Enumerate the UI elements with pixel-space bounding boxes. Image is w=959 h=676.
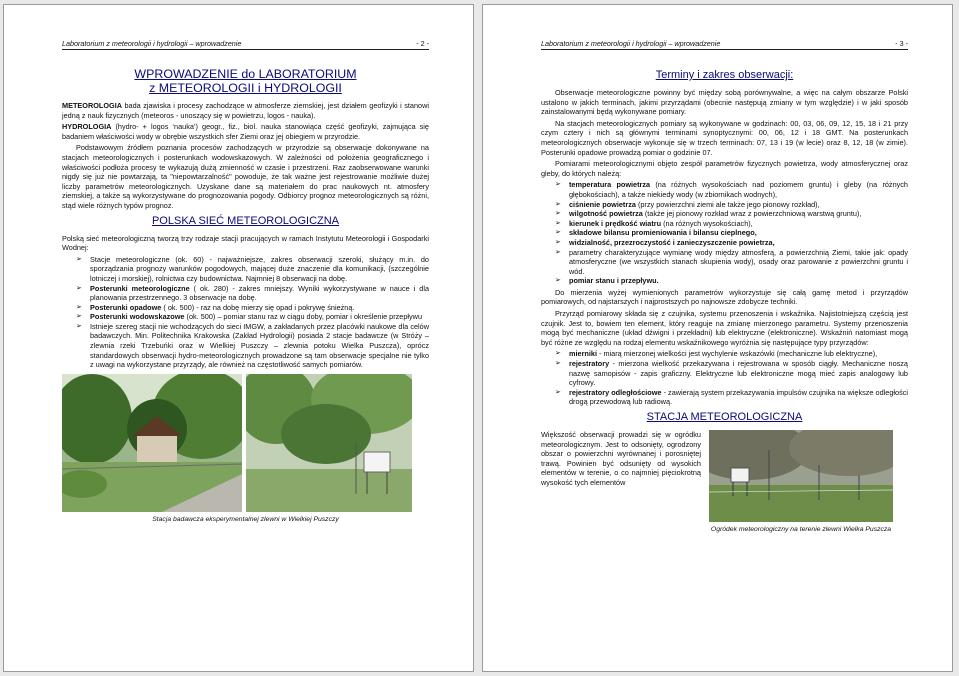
meteorological-garden-photo [709, 430, 893, 522]
list-item-bold: Posterunki opadowe [90, 302, 162, 312]
paragraph-network-intro: Polską sieć meteorologiczną tworzą trzy rodzaje stacji pracujących w ramach Instytutu Meteorologii i Gospodarki Wodnej: [62, 233, 429, 253]
station-garden [709, 430, 893, 534]
photo-caption: Stacja badawcza eksperymentalnej zlewni w Wielkiej Puszczy [152, 515, 339, 523]
term-meteorologia: METEOROLOGIA [62, 101, 122, 110]
page-header [62, 39, 429, 50]
list-item [569, 200, 908, 210]
list-item-bold: Posterunki wodowskazowe [90, 312, 185, 322]
list-item [569, 238, 908, 248]
list-item-text: - zawierają system przekazywania impulsów czujnika na większe odległości drogą przewodową lub radiową. [569, 387, 908, 407]
list-item-bold: pomiar stanu i przepływu. [569, 276, 659, 286]
station-section [541, 430, 908, 534]
document-title [62, 67, 429, 95]
parameters-list [541, 180, 908, 286]
list-item [90, 255, 429, 284]
list-item [569, 388, 908, 407]
list-item [569, 276, 908, 286]
list-item-text: ( ok. 280) - zakres mniejszy. Wyniki wykorzystywane w nauce i dla planowania przestrzennego. 3 obserwacje na dobę. [90, 283, 430, 303]
definition-text: bada zjawiska i procesy zachodzące w atmosferze ziemskiej, jest działem geofizyki i stanowi jedną z nauk fizycznych (meteoros - unoszący się w powietrzu, logos - nauka). [62, 101, 429, 120]
list-item-text: - miarą mierzonej wielkości jest wychylenie wskazówki (mechaniczne lub elektryczne), [596, 349, 878, 359]
list-item [569, 349, 908, 359]
paragraph-observations: Podstawowym źródłem poznania procesów zachodzących w przyrodzie są obserwacje dokonywane na stacjach meteorologicznych i posterunkach wodowskazowych. W zależności od położenia geograficznego i właściwości podłoża procesy te wykazują dużą zmienność w czasie i przestrzeni. Raz zaobserwowane warunki nigdy się już nie powtarzają, ta "niepowtarzalność" powoduje, że tak ważne jest rejestrowanie możliwie dużej liczby parametrów meteorologicznych. Uzyskane dane są materiałem do prac naukowych nt. atmosfery ziemskiej, a także są wykorzystywane do prognozowania pogody. Odbiorcy prognoz meteorologicznych są różni, stąd wiele różnych typów prognoz. [62, 143, 429, 210]
list-item [90, 322, 429, 370]
list-item-text: (ok. 500) – pomiar stanu raz w ciągu doby, pomiar i określenie przepływu [184, 312, 423, 322]
list-item-text: parametry charakteryzujące wymianę wody między atmosferą, a powierzchnią Ziemi, takie jak: opady atmosferyczne (we wszystkich stanach skupienia wody), osady oraz parowanie z powierzchni gruntu i wód. [569, 247, 908, 276]
list-item-text: (na różnych wysokościach nad poziomem gruntu) i gleby (na różnych głębokościach), a także niekiedy wody (w zbiornikach wodnych), [569, 180, 908, 199]
list-item [569, 228, 908, 238]
photo-caption: Ogródek meteorologiczny na terenie zlewni Wielka Puszcza [710, 526, 892, 533]
list-item-text: (także jej pionowy rozkład wraz z powierzchniową warstwą gruntu), [642, 209, 862, 219]
paragraph-parameters-intro: Pomiarami meteorologicznymi objęto zespół parametrów fizycznych powietrza, wody atmosferycznej oraz gleby, do których należą: [541, 159, 908, 178]
station-types-list [62, 255, 429, 370]
list-item-bold: składowe bilansu promieniowania i bilansu cieplnego, [569, 228, 757, 238]
garden-photo [709, 430, 893, 522]
list-item-text: (na różnych wysokościach), [661, 218, 753, 228]
paragraph-methods: Do mierzenia wyżej wymienionych parametrów wykorzystuje się całą gamę metod i przyrządów pomiarowych, od najstarszych i najprostszych po najnowsze zdobycze techniki. [541, 287, 908, 307]
header-title: Laboratorium z meteorologii i hydrologii – wprowadzenie [62, 39, 242, 48]
list-item [569, 248, 908, 277]
paragraph-instrument: Przyrząd pomiarowy składa się z czujnika, systemu przenoszenia i wskaźnika. Najistotniejszą częścią jest czujnik. Jest to, bowiem ten element, który reaguje na zmianę mierzonego parametru. Systemy przenoszenia mogą być mechaniczne (układ dźwigni i przekładni) lub elektryczne (elektroniczne). Wskaźniń natomiast mogą być różne ze względu na rodzaj elementu wskaźnikowego wyróżnia się następujące typy przyrządów: [541, 309, 908, 347]
definition-text: (hydro- + logos ‘nauka’) geogr., fiz., biol. nauka stanowiąca część geofizyki, zajmująca się badaniem właściwości wody w obrębie wszystkich sfer Ziemi oraz jej obiegiem w przyrodzie. [62, 122, 429, 141]
list-item-bold: ciśnienie powietrza [569, 199, 636, 209]
page-number: - 3 - [895, 39, 908, 48]
list-item-bold: wilgotność powietrza [569, 209, 643, 219]
term-hydrologia: HYDROLOGIA [62, 122, 112, 132]
list-item-bold: temperatura powietrza [569, 180, 651, 190]
list-item-bold: Posterunki meteorologiczne [90, 283, 190, 293]
list-item-bold: mierniki [569, 349, 597, 359]
list-item [90, 303, 429, 313]
list-item [569, 209, 908, 219]
paragraph-meteorologia [62, 101, 429, 120]
list-item-text: - mierzona wielkość przekazywana i rejestrowana w sposób ciągły. Mechaniczne noszą nazwę samopisów - zapis graficzny. Elektryczne lub elektroniczne mogą mieć zapis analogowy lub cyfrowy. [569, 359, 908, 388]
page-header [541, 39, 908, 50]
list-item-text: (przy powierzchni ziemi ale także jego pionowy rozkład), [635, 199, 820, 209]
list-item-bold: rejestratory odległościowe [569, 387, 662, 397]
instruments-list [541, 349, 908, 407]
paragraph-schedule: Na stacjach meteorologicznych pomiary są wykonywane w godzinach: 00, 03, 06, 09, 12, 15, 18 i 21 przy czym cztery i nich są głównymi terminami synoptycznymi: 00, 06, 12 i 18 GMT. Na posterunkach meteorologicznych obserwacje wykonuje się w trzech terminach: 07, 13 i 19 (w lecie) oraz 8, 12, 18 (w zimie). Posterunki opadowe prowadzą pomiar o godzinie 07. [541, 118, 908, 157]
list-item-text: Istnieje szereg stacji nie wchodzących do sieci IMGW, a zakładanych przez placówki naukowe dla celów badawczych. Min. Politechnika Krakowska (Zakład Hydrologii) posiada 2 stacje badawcze (w Stróży – zlewnia rzeki Trzebuńki oraz w Wielkiej Puszczy – zlewnia potoku Wielka Puszcza), oprócz standardowych obserwacji hydro-meteorologicznych prowadzone są tam obserwacje specjalne nie tylko z uwagi na wykorzystane przyrządy, ale również na częstotliwość samych pomiarów. [90, 321, 429, 370]
page-left [3, 4, 474, 672]
page-right [482, 4, 953, 672]
list-item-text: ( ok. 500) - raz na dobę mierzy się opad i pokrywę śnieżną. [161, 302, 355, 312]
station-photo-right [246, 374, 412, 512]
title-line2: z METEOROLOGII i HYDROLOGII [149, 81, 342, 95]
section-title-network: POLSKA SIEĆ METEOROLOGICZNA [151, 214, 340, 227]
list-item [569, 219, 908, 229]
list-item-bold: rejestratory [569, 359, 610, 369]
forest-house-photo [62, 374, 242, 512]
paragraph-hydrologia [62, 122, 429, 141]
list-item [90, 312, 429, 322]
page-number: - 2 - [416, 39, 429, 48]
list-item-bold: widzialność, przezroczystość i zanieczyszczenie powietrza, [569, 237, 775, 247]
list-item [569, 359, 908, 388]
station-photo-left [62, 374, 242, 512]
section-title-station: STACJA METEOROLOGICZNA [646, 411, 803, 423]
list-item [90, 284, 429, 303]
paragraph-comparability: Obserwacje meteorologiczne powinny być między sobą porównywalne, a więc na całym obszarze Polski ustalono w jakich terminach, jakimi przyrządami (obecnie następują zmiany w tym względzie) i w jaki sposób zainstalowanymi będą wykonywane pomiary. [541, 88, 908, 117]
section-title-observations: Terminy i zakres obserwacji: [655, 69, 794, 81]
paragraph-station: Większość obserwacji prowadzi się w ogródku meteorologicznym. Jest to odsonięty, ogrodzony obszar o powierzchni wyrównanej i porosniętej trawą. Powinien być odsunięty od wysokich elementów w terenie, o co najmniej pięciokrotną wysokość tych elementów [541, 430, 701, 487]
instrument-shelter-photo [246, 374, 412, 512]
photo-row [62, 374, 429, 512]
header-title: Laboratorium z meteorologii i hydrologii – wprowadzenie [541, 39, 721, 48]
title-line1: WPROWADZENIE do LABORATORIUM [134, 67, 357, 81]
list-item [569, 180, 908, 199]
list-item-bold: kierunek i prędkość wiatru [569, 218, 662, 228]
list-item-text: Stacje meteorologiczne (ok. 60) - najważniejsze, zakres obserwacji szeroki, służący m.in. do sporządzania prognozy warunków pogodowych, mającej duże znaczenie dla komunikacji, (szczególnie lotniczej i morskiej), rolnictwa czy budownictwa. Najmniej 8 obserwacji na dobę. [90, 254, 429, 283]
